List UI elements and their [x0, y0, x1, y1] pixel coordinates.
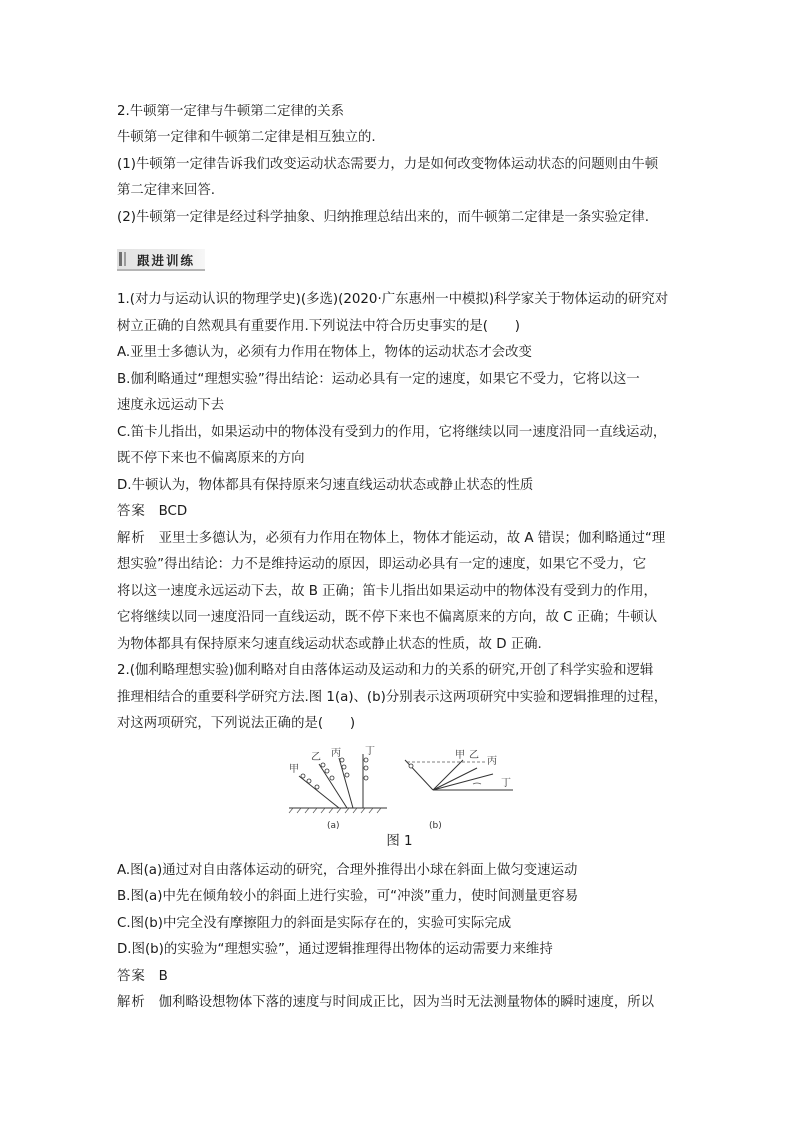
paragraph-line: (2)牛顿第一定律是经过科学抽象、归纳推理总结出来的，而牛顿第二定律是一条实验定律. [117, 209, 650, 225]
section-title: 2.牛顿第一定律与牛顿第二定律的关系 [117, 104, 345, 119]
question-stem: 推理相结合的重要科学研究方法.图 1(a)、(b)分别表示这两项研究中实验和逻辑推理的过程， [117, 689, 668, 705]
analysis-label: 解析 [117, 530, 146, 546]
label-yi-a: 乙 [311, 751, 321, 763]
analysis-text: 伽利略设想物体下落的速度与时间成正比，因为当时无法测量物体的瞬时速度，所以 [158, 995, 655, 1010]
option-c: C.笛卡儿指出，如果运动中的物体没有受到力的作用，它将继续以同一速度沿同一直线运动， [117, 424, 667, 440]
figure-1-drawing [287, 746, 517, 830]
answer-value: B [158, 968, 168, 984]
analysis-line: 想实验”得出结论：力不是维持运动的原因，即运动必具有一定的速度，如果它不受力，它 [117, 557, 647, 572]
question-1 [117, 287, 682, 658]
answer-label: 答案 [117, 968, 146, 984]
question-stem: 对这两项研究，下列说法正确的是( ) [117, 716, 356, 731]
option-b: 速度永远运动下去 [117, 398, 225, 413]
motion-arrow [473, 783, 481, 784]
analysis-label: 解析 [117, 995, 146, 1010]
question-2-options [117, 858, 682, 1017]
option-b: B.图(a)中先在倾角较小的斜面上进行实验，可“冲淡”重力，使时间测量更容易 [117, 889, 579, 904]
label-bing-a: 丙 [331, 747, 341, 759]
ground-hatch-a [289, 808, 381, 813]
analysis-line: 它将继续以同一速度沿同一直线运动，既不停下来也不偏离原来的方向，故 C 正确；牛顿认 [117, 610, 658, 625]
label-ding-b: 丁 [501, 777, 511, 789]
question-2 [117, 658, 682, 738]
label-ding-a: 丁 [365, 745, 375, 757]
question-stem: 2.(伽利略理想实验)伽利略对自由落体运动及运动和力的关系的研究,开创了科学实验和逻辑 [117, 663, 654, 678]
option-d: D.图(b)的实验为“理想实验”，通过逻辑推理得出物体的运动需要力来维持 [117, 942, 553, 957]
paragraph-line: 牛顿第一定律和牛顿第二定律是相互独立的. [117, 130, 376, 145]
header-mark [124, 252, 126, 266]
figure-1 [117, 746, 682, 830]
sub-label-a: (a) [327, 820, 340, 830]
practice-section-header [117, 249, 205, 269]
practice-header-text: 跟进训练 [137, 253, 196, 268]
answer-line [117, 499, 682, 526]
option-c: 既不停下来也不偏离原来的方向 [117, 451, 305, 466]
answer-label: 答案 [117, 504, 146, 519]
analysis-text: 亚里士多德认为，必须有力作用在物体上，物体才能运动，故 A 错误；伽利略通过“理 [158, 530, 666, 546]
label-jia-b: 甲 [455, 749, 465, 761]
document-page [117, 96, 682, 1017]
figure-caption: 图 1 [386, 833, 413, 849]
option-a: A.亚里士多德认为，必须有力作用在物体上，物体的运动状态才会改变 [117, 345, 532, 360]
paragraph-line: (1)牛顿第一定律告诉我们改变运动状态需要力，力是如何改变物体运动状态的问题则由牛顿 [117, 156, 659, 172]
header-mark [119, 252, 122, 266]
answer-value: BCD [158, 504, 188, 519]
analysis-line: 将以这一速度永远运动下去，故 B 正确；笛卡儿指出如果运动中的物体没有受到力的作用， [117, 583, 657, 599]
label-bing-b: 丙 [487, 755, 497, 767]
label-jia-a: 甲 [289, 763, 299, 775]
paragraph-line: 第二定律来回答. [117, 183, 215, 198]
option-a: A.图(a)通过对自由落体运动的研究，合理外推得出小球在斜面上做匀变速运动 [117, 862, 578, 878]
analysis-line [117, 990, 682, 1017]
option-d: D.牛顿认为，物体都具有保持原来匀速直线运动状态或静止状态的性质 [117, 477, 534, 493]
label-yi-b: 乙 [469, 749, 479, 761]
option-b: B.伽利略通过“理想实验”得出结论：运动必具有一定的速度，如果它不受力，它将以这一 [117, 371, 640, 387]
analysis-line: 为物体都具有保持原来匀速直线运动状态或静止状态的性质，故 D 正确. [117, 636, 542, 652]
question-stem: 树立正确的自然观具有重要作用.下列说法中符合历史事实的是( ) [117, 318, 521, 334]
option-c: C.图(b)中完全没有摩擦阻力的斜面是实际存在的，实验可实际完成 [117, 915, 512, 931]
question-stem: 1.(对力与运动认识的物理学史)(多选)(2020·广东惠州一中模拟)科学家关于物体运动的研究对 [117, 292, 669, 307]
sub-label-b: (b) [429, 820, 442, 830]
answer-line [117, 964, 682, 991]
analysis-line [117, 526, 682, 553]
section-body [117, 125, 682, 231]
ball-b [409, 764, 413, 768]
